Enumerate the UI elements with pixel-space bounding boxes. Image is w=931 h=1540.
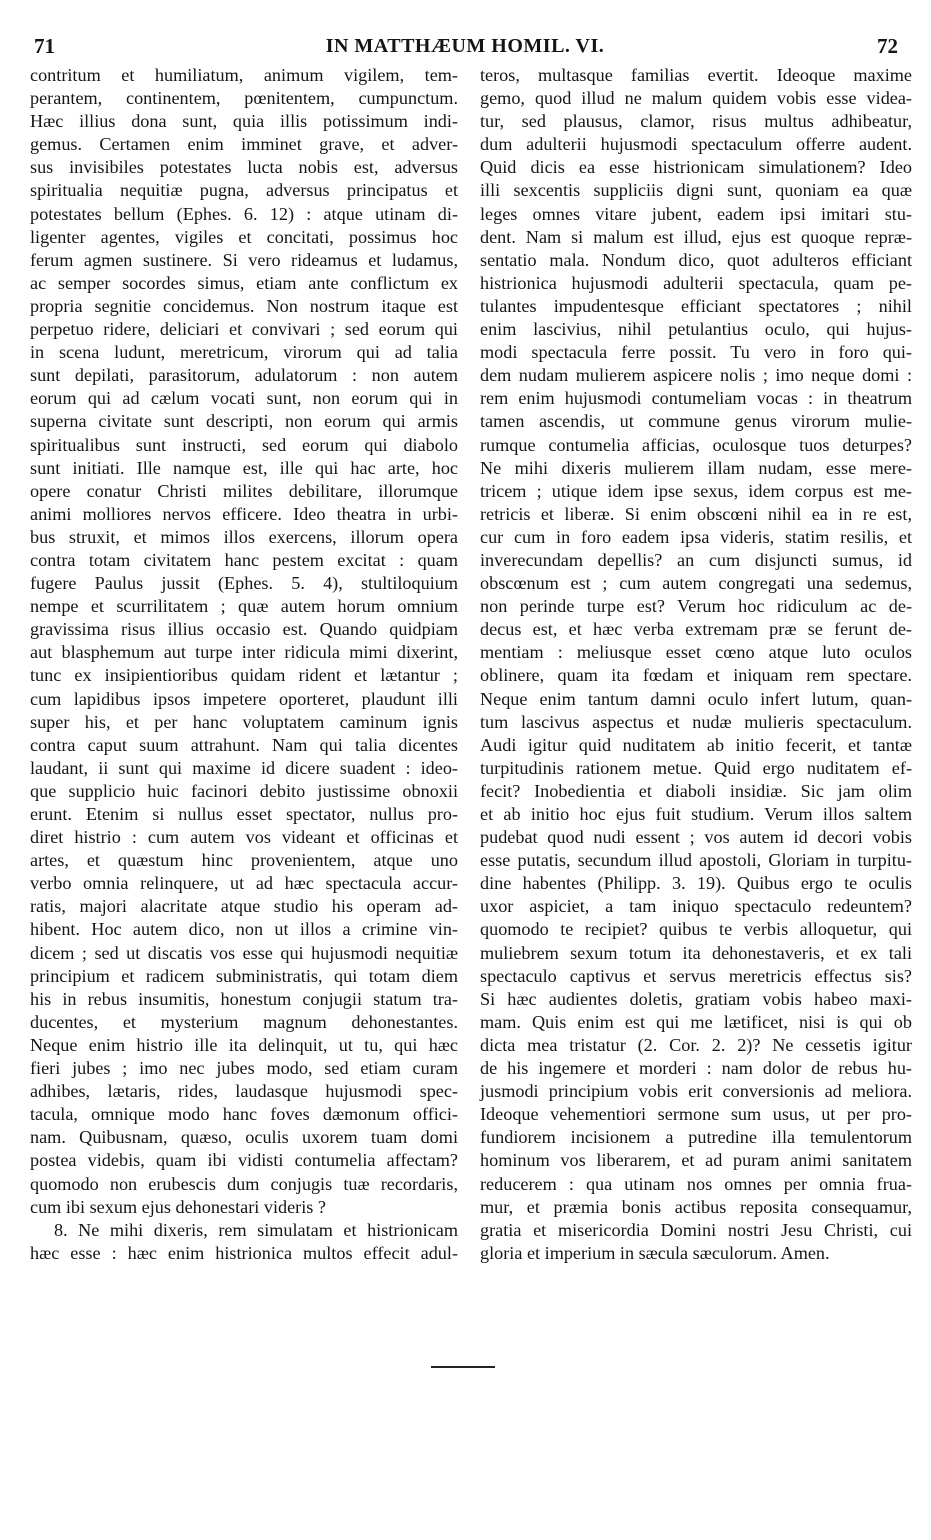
left-column-line: hæc esse : hæc enim histrionica multos effecit adul- bbox=[30, 1242, 458, 1263]
left-column-line: contritum et humiliatum, animum vigilem, tem- bbox=[30, 65, 458, 85]
left-column-line: gravissima risus illius occasio est. Quando quidpiam bbox=[30, 619, 458, 640]
right-column-line: inverecundam depellis? an cum disjuncti sumus, id bbox=[480, 549, 912, 570]
right-column-line: sentatio mala. Nondum dico, quot adulteros efficiant bbox=[480, 249, 912, 270]
left-column-line: principium et radicem subministratis, qui totam diem bbox=[30, 965, 458, 986]
right-column-line: muliebrem sexum totum ita dehonestaveris, et ex tali bbox=[480, 942, 912, 963]
left-column-line: his in rebus insumitis, honestum conjugii statum tra- bbox=[30, 988, 458, 1009]
right-column-line: uxor aspiciet, a tam iniquo spectaculo redeuntem? bbox=[480, 896, 912, 917]
left-column-line: cum lapidibus ipsos impetere oporteret, plaudunt illi bbox=[30, 688, 458, 709]
right-column-line: mur, et præmia bonis actibus reposita consequamur, bbox=[480, 1196, 912, 1217]
left-column-line: dicem ; sed ut discatis vos esse qui hujusmodi nequitiæ bbox=[30, 942, 458, 963]
right-column-line: illi sexcentis suppliciis digni sunt, quoniam ea quæ bbox=[480, 180, 912, 201]
left-column-line: contra caput suum attrahunt. Nam qui talia dicentes bbox=[30, 734, 458, 755]
right-column-line: non perinde turpe est? Verum hoc ridiculum ac de- bbox=[480, 596, 912, 617]
left-column-line: ducentes, et mysterium magnum dehonestantes. bbox=[30, 1011, 458, 1032]
right-column-line: mam. Quis enim est qui me lætificet, nisi is qui ob bbox=[480, 1011, 912, 1032]
right-column-line: Audi igitur quid nuditatem ab initio fecerit, et tantæ bbox=[480, 734, 912, 755]
end-rule bbox=[431, 1366, 495, 1368]
left-column-line: gemus. Certamen enim imminet grave, et adver- bbox=[30, 134, 458, 155]
right-column-line: pudebat quod nudi essent ; vos autem id decori vobis bbox=[480, 827, 912, 848]
right-column-line: turpitudinis rationem metue. Quid ergo nuditatem ef- bbox=[480, 757, 912, 778]
left-column-line: 8. Ne mihi dixeris, rem simulatam et histrionicam bbox=[54, 1219, 458, 1240]
right-column-line: rem enim hujusmodi contumeliam vocas : in theatrum bbox=[480, 388, 912, 409]
right-column-line: dent. Nam si malum est illud, ejus est quoque repræ- bbox=[480, 226, 912, 247]
left-column-line: propria segnitie concidemus. Non nostrum itaque est bbox=[30, 295, 458, 316]
right-column-line: cur cum in foro eadem ipsa videris, statim resilis, et bbox=[480, 526, 912, 547]
right-column-line: jusmodi principium vobis erit conversionis ad meliora. bbox=[480, 1081, 912, 1102]
right-text-column bbox=[480, 64, 912, 1265]
left-column-line: nempe et scurrilitatem ; quæ autem horum omnium bbox=[30, 596, 458, 617]
page-header bbox=[32, 34, 898, 60]
left-column-line: adhibes, lætaris, rides, laudasque hujusmodi spec- bbox=[30, 1081, 458, 1102]
right-column-line: leges omnes vitare jubent, eadem ipsi imitari stu- bbox=[480, 203, 912, 224]
running-title: IN MATTHÆUM HOMIL. VI. bbox=[325, 35, 605, 57]
right-column-line: Ideoque vehementiori sermone sum usus, ut per pro- bbox=[480, 1104, 912, 1125]
left-column-line: ratis, majori alacritate atque studio his operam ad- bbox=[30, 896, 458, 917]
right-column-line: rumque contumelia afficias, oculosque tuos deturpes? bbox=[480, 434, 912, 455]
right-column-line: oblinere, quam ita fœdam et iniquam rem spectare. bbox=[480, 665, 912, 686]
left-column-line: Neque enim histrio ille ita delinquit, ut tu, qui hæc bbox=[30, 1034, 458, 1055]
right-column-line: tulantes impudentesque efficiant spectatores ; nihil bbox=[480, 295, 912, 316]
right-column-line: decus est, et hæc verba extremam præ se ferunt de- bbox=[480, 619, 912, 640]
left-column-line: Hæc illius dona sunt, quia illis potissimum indi- bbox=[30, 111, 458, 132]
left-column-line: sus invisibiles potestates lucta nobis est, adversus bbox=[30, 157, 458, 178]
left-column-line: hibent. Hoc autem dico, non ut illos a crimine vin- bbox=[30, 919, 458, 940]
right-column-line: tricem ; utique idem ipse sexus, idem corpus est me- bbox=[480, 480, 912, 501]
right-column-line: quomodo te recipiet? quibus te verbis alloquetur, qui bbox=[480, 919, 912, 940]
right-column-line: Ne mihi dixeris mulierem illam nudam, esse mere- bbox=[480, 457, 912, 478]
right-column-line: Neque enim tantum damni oculo infert lutum, quan- bbox=[480, 688, 912, 709]
right-column-line: gloria et imperium in sæcula sæculorum. Amen. bbox=[480, 1242, 830, 1263]
left-column-line: bus struxit, et mimos illos exercens, illorum opera bbox=[30, 526, 458, 547]
left-column-line: super his, et per hanc voluptatem caminum ignis bbox=[30, 711, 458, 732]
left-column-line: que supplicio huic facinori debito justissime obnoxii bbox=[30, 780, 458, 801]
left-column-line: in scena ludunt, meretricum, virorum qui ad talia bbox=[30, 342, 458, 363]
left-column-line: eorum qui ad cælum vocati sunt, non eorum qui in bbox=[30, 388, 458, 409]
right-column-line: histrionica hujusmodi adulterii spectacula, quam pe- bbox=[480, 272, 912, 293]
left-column-line: animi molliores nervos efficere. Ideo theatra in urbi- bbox=[30, 503, 458, 524]
right-column-line: Si hæc audientes doletis, gratiam vobis habeo maxi- bbox=[480, 988, 912, 1009]
left-column-line: ligenter agentes, vigiles et concitati, possimus hoc bbox=[30, 226, 458, 247]
left-column-line: spiritualia nequitiæ pugna, adversus principatus et bbox=[30, 180, 458, 201]
left-column-line: nam. Quibusnam, quæso, oculis uxorem tuam domi bbox=[30, 1127, 458, 1148]
right-column-line: teros, multasque familias evertit. Ideoque maxime bbox=[480, 65, 912, 85]
right-column-line: spectaculo captivus et servus meretricis effectus sis? bbox=[480, 965, 912, 986]
right-column-line: tur, sed plausus, clamor, risus multus adhibeatur, bbox=[480, 111, 912, 132]
left-column-line: perpetuo ridere, deliciari et convivari ; sed eorum qui bbox=[30, 319, 458, 340]
right-column-line: tamen ascendis, ut commune genus virorum mulie- bbox=[480, 411, 912, 432]
left-column-line: artes, et quæstum hinc provenientem, atque uno bbox=[30, 850, 458, 871]
left-column-line: aut blasphemum aut turpe inter ridicula mimi dixerint, bbox=[30, 642, 458, 663]
right-column-line: dum adulterii hujusmodi spectaculum offerre audent. bbox=[480, 134, 912, 155]
right-column-line: reducerem : qua utinam nos omnes per omnia frua- bbox=[480, 1173, 912, 1194]
left-column-line: tacula, omnique modo hanc foves dæmonum offici- bbox=[30, 1104, 458, 1125]
left-column-line: laudant, ii sunt qui maxime id dicere suadent : ideo- bbox=[30, 757, 458, 778]
left-column-line: cum ibi sexum ejus dehonestari videris ? bbox=[30, 1196, 326, 1217]
left-column-line: contra totam civitatem hanc pestem excitat : quam bbox=[30, 549, 458, 570]
page-number-left: 71 bbox=[34, 34, 55, 58]
right-column-line: gratia et misericordia Domini nostri Jesu Christi, cui bbox=[480, 1219, 912, 1240]
right-column-line: gemo, quod illud ne malum quidem vobis esse videa- bbox=[480, 88, 912, 109]
right-column-line: esse putatis, secundum illud apostoli, Gloriam in turpitu- bbox=[480, 850, 912, 871]
left-column-line: tunc ex insipientioribus quidam rident et lætantur ; bbox=[30, 665, 458, 686]
left-column-line: verbo omnia relinquere, ut ad hæc spectacula accur- bbox=[30, 873, 458, 894]
right-column-line: dicta mea tristatur (2. Cor. 2. 2)? Ne cessetis igitur bbox=[480, 1034, 912, 1055]
right-column-line: Quid dicis ea esse histrionicam simulationem? Ideo bbox=[480, 157, 912, 178]
right-column-line: retricis et liberæ. Si enim obscœni nihil ea in re est, bbox=[480, 503, 912, 524]
right-column-line: dine habentes (Philipp. 3. 19). Quibus ergo te oculis bbox=[480, 873, 912, 894]
right-column-line: obscœnum est ; cum autem congregati una sedemus, bbox=[480, 573, 912, 594]
right-column-line: enim lascivius, nihil petulantius oculo, qui hujus- bbox=[480, 319, 912, 340]
left-column-line: sunt initiati. Ille namque est, ille qui hac arte, hoc bbox=[30, 457, 458, 478]
page-number-right: 72 bbox=[877, 34, 898, 58]
left-column-line: fugere Paulus jussit (Ephes. 5. 4), stultiloquium bbox=[30, 573, 458, 594]
right-column-line: fundiorem incisionem a putredine illa temulentorum bbox=[480, 1127, 912, 1148]
left-column-line: ferum agmen sustinere. Si vero rideamus et ludamus, bbox=[30, 249, 458, 270]
left-column-line: sunt depilati, parasitorum, adulatorum : non autem bbox=[30, 365, 458, 386]
left-column-line: quomodo non erubescis dum conjugis tuæ recordaris, bbox=[30, 1173, 458, 1194]
right-column-line: dem nudam mulierem aspicere nolis ; imo neque domi : bbox=[480, 365, 912, 386]
right-column-line: tum lascivus aspectus et nudæ mulieris spectaculum. bbox=[480, 711, 912, 732]
left-column-line: ac semper socordes simus, etiam ante conflictum ex bbox=[30, 272, 458, 293]
left-column-line: spiritualibus sunt instructi, sed eorum qui diabolo bbox=[30, 434, 458, 455]
left-column-line: perantem, continentem, pœnitentem, cumpunctum. bbox=[30, 88, 458, 109]
left-column-line: opere conatur Christi milites debilitare, illorumque bbox=[30, 480, 458, 501]
left-text-column bbox=[30, 64, 458, 1265]
right-column-line: et ab initio hoc ejus fuit studium. Verum illos saltem bbox=[480, 804, 912, 824]
right-column-line: modi spectacula ferre possit. Tu vero in foro qui- bbox=[480, 342, 912, 363]
left-column-line: postea videbis, quam ibi vidisti contumelia affectam? bbox=[30, 1150, 458, 1171]
left-column-line: superna civitate sunt descripti, non eorum qui armis bbox=[30, 411, 458, 432]
right-column-line: hominum vos liberarem, et ad puram animi sanitatem bbox=[480, 1150, 912, 1171]
left-column-line: erunt. Etenim si nullus esset spectator, nullus pro- bbox=[30, 804, 458, 824]
right-column-line: fecit? Inobedientia et diaboli insidiæ. Sic jam olim bbox=[480, 780, 912, 801]
right-column-line: de his ingemere et morderi : nam dolor de rebus hu- bbox=[480, 1058, 912, 1079]
left-column-line: potestates bellum (Ephes. 6. 12) : atque utinam di- bbox=[30, 203, 458, 224]
left-column-line: diret histrio : cum autem vos videant et officinas et bbox=[30, 827, 458, 848]
left-column-line: fieri jubes ; imo nec jubes modo, sed etiam curam bbox=[30, 1058, 458, 1079]
right-column-line: mentiam : meliusque esset cœno atque luto oculos bbox=[480, 642, 912, 663]
